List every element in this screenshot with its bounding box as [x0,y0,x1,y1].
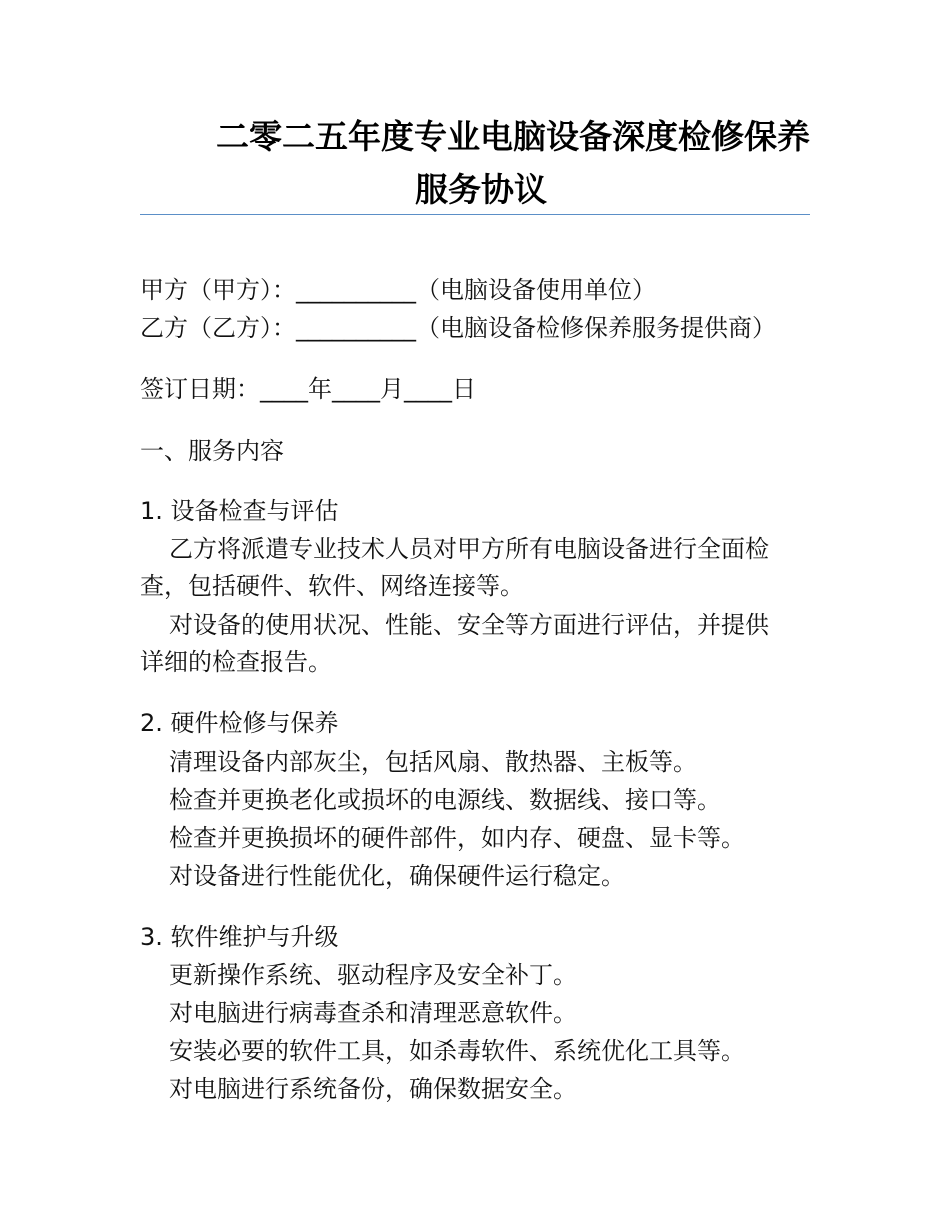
section-heading: 一、服务内容 [140,437,284,465]
document-title-line-2: 服务协议 [415,170,547,209]
item-1-text-4: 详细的检查报告。 [140,648,332,676]
item-2-text-2: 检查并更换老化或损坏的电源线、数据线、接口等。 [169,786,721,814]
title-divider [140,214,810,215]
item-2-text-1: 清理设备内部灰尘，包括风扇、散热器、主板等。 [169,748,697,776]
item-3-text-2: 对电脑进行病毒查杀和清理恶意软件。 [169,999,577,1027]
item-1-text-1: 乙方将派遣专业技术人员对甲方所有电脑设备进行全面检 [169,535,769,563]
item-3-text-3: 安装必要的软件工具，如杀毒软件、系统优化工具等。 [169,1037,745,1065]
item-2-heading: 2. 硬件检修与保养 [140,709,339,737]
item-3-text-4: 对电脑进行系统备份，确保数据安全。 [169,1075,577,1103]
item-1-text-2: 查，包括硬件、软件、网络连接等。 [140,572,524,600]
item-1-text-3: 对设备的使用状况、性能、安全等方面进行评估，并提供 [169,611,769,639]
item-2-text-3: 检查并更换损坏的硬件部件，如内存、硬盘、显卡等。 [169,824,745,852]
party-b-line: 乙方（乙方）：__________（电脑设备检修保养服务提供商） [140,314,776,342]
item-1-heading: 1. 设备检查与评估 [140,497,339,525]
document-title-line-1: 二零二五年度专业电脑设备深度检修保养 [216,117,810,156]
item-3-heading: 3. 软件维护与升级 [140,923,339,951]
party-a-line: 甲方（甲方）：__________（电脑设备使用单位） [140,276,656,304]
item-2-text-4: 对设备进行性能优化，确保硬件运行稳定。 [169,862,625,890]
sign-date-line: 签订日期：____年____月____日 [140,375,476,403]
item-3-text-1: 更新操作系统、驱动程序及安全补丁。 [169,961,577,989]
